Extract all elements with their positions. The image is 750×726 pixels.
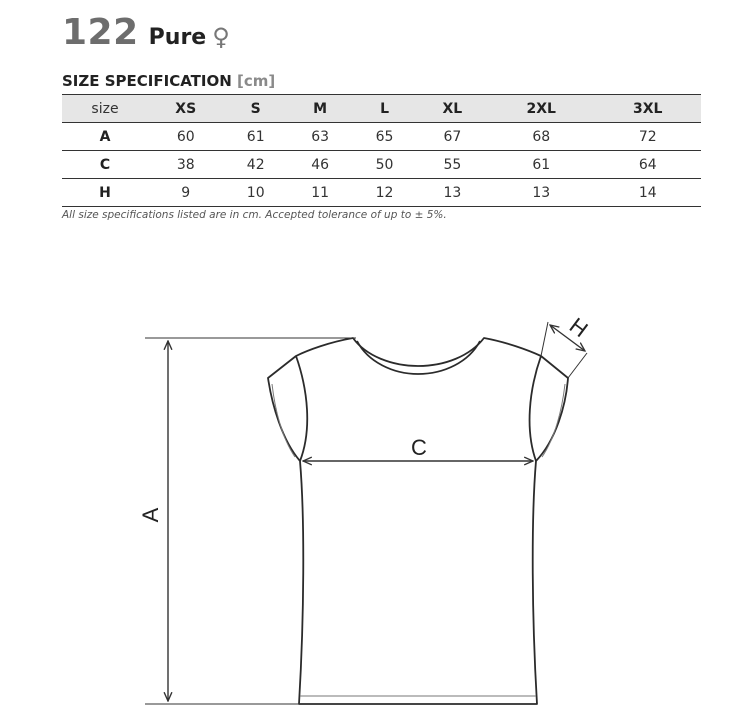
table-cell: 9	[148, 179, 223, 207]
table-cell: 55	[417, 151, 488, 179]
row-label: C	[62, 151, 148, 179]
table-cell: 10	[223, 179, 287, 207]
measure-c	[303, 435, 533, 461]
table-cell: 63	[288, 123, 352, 151]
table-cell: 67	[417, 123, 488, 151]
measure-h	[541, 313, 593, 378]
table-cell: 64	[594, 151, 701, 179]
table-cell: 72	[594, 123, 701, 151]
model-number: 122	[62, 12, 139, 53]
table-cell: 12	[352, 179, 416, 207]
label-c: C	[411, 435, 427, 460]
row-label: A	[62, 123, 148, 151]
table-cell: 42	[223, 151, 287, 179]
tshirt-outline	[268, 338, 568, 704]
table-cell: 11	[288, 179, 352, 207]
table-cell: 38	[148, 151, 223, 179]
table-cell: 13	[417, 179, 488, 207]
table-cell: 61	[488, 151, 594, 179]
column-header: size	[62, 95, 148, 123]
spec-title-text: SIZE SPECIFICATION	[62, 72, 232, 90]
model-name: Pure	[148, 25, 207, 50]
table-cell: 65	[352, 123, 416, 151]
table-cell: 68	[488, 123, 594, 151]
table-cell: 14	[594, 179, 701, 207]
label-a: A	[138, 507, 163, 523]
table-cell: 60	[148, 123, 223, 151]
row-label: H	[62, 179, 148, 207]
measure-a	[138, 338, 356, 704]
column-header: XL	[417, 95, 488, 123]
label-h: H	[564, 312, 593, 343]
column-header: M	[288, 95, 352, 123]
tolerance-note: All size specifications listed are in cm. Accepted tolerance of up to ± 5%.	[62, 209, 447, 221]
female-symbol-icon: ♀	[212, 23, 230, 51]
table-cell: 50	[352, 151, 416, 179]
table-cell: 13	[488, 179, 594, 207]
column-header: L	[352, 95, 416, 123]
table-cell: 61	[223, 123, 287, 151]
column-header: 2XL	[488, 95, 594, 123]
table-cell: 46	[288, 151, 352, 179]
column-header: XS	[148, 95, 223, 123]
column-header: 3XL	[594, 95, 701, 123]
column-header: S	[223, 95, 287, 123]
spec-unit: [cm]	[237, 72, 276, 90]
